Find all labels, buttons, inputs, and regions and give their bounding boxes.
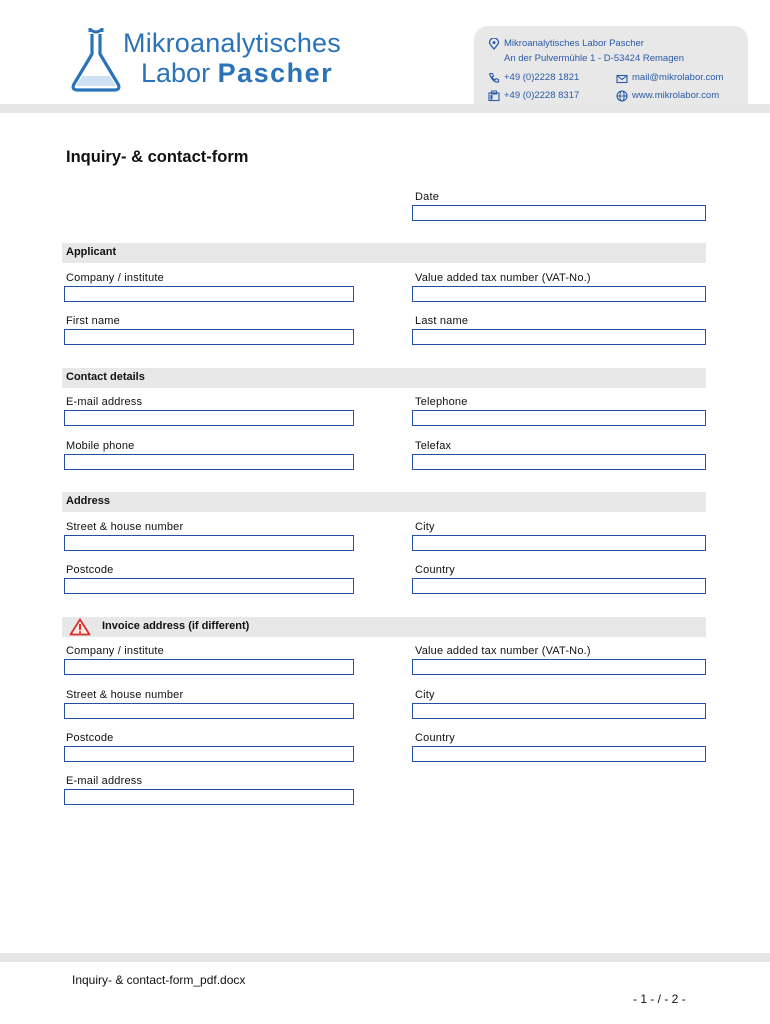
footer-divider (0, 953, 770, 962)
country-label: Country (415, 564, 455, 576)
first-name-label: First name (66, 315, 120, 327)
footer-filename: Inquiry- & contact-form_pdf.docx (72, 973, 246, 987)
email-label: E-mail address (66, 396, 143, 408)
applicant-vat-label: Value added tax number (VAT-No.) (415, 272, 591, 284)
invoice-street-field[interactable] (64, 703, 354, 719)
city-label: City (415, 521, 435, 533)
section-heading-applicant: Applicant (66, 246, 117, 258)
street-field[interactable] (64, 535, 354, 551)
email-icon (616, 73, 628, 85)
section-bar-invoice (62, 617, 706, 637)
invoice-country-label: Country (415, 732, 455, 744)
contact-email[interactable]: mail@mikrolabor.com (632, 72, 724, 83)
postcode-field[interactable] (64, 578, 354, 594)
invoice-vat-label: Value added tax number (VAT-No.) (415, 645, 591, 657)
invoice-street-label: Street & house number (66, 689, 184, 701)
last-name-label: Last name (415, 315, 469, 327)
invoice-email-label: E-mail address (66, 775, 143, 787)
telephone-field[interactable] (412, 410, 706, 426)
email-field[interactable] (64, 410, 354, 426)
section-heading-address: Address (66, 495, 111, 507)
section-heading-invoice: Invoice address (if different) (102, 620, 250, 632)
contact-info-box (474, 26, 748, 106)
header-divider (0, 104, 770, 113)
section-bar-applicant (62, 243, 706, 263)
telefax-label: Telefax (415, 440, 452, 452)
postcode-label: Postcode (66, 564, 114, 576)
invoice-city-field[interactable] (412, 703, 706, 719)
warning-icon (69, 618, 91, 636)
logo-text-line2: Labor Pascher (141, 58, 334, 88)
contact-company-name: Mikroanalytisches Labor Pascher (504, 38, 644, 49)
section-heading-contact: Contact details (66, 371, 145, 383)
last-name-field[interactable] (412, 329, 706, 345)
invoice-company-field[interactable] (64, 659, 354, 675)
telephone-label: Telephone (415, 396, 468, 408)
invoice-postcode-label: Postcode (66, 732, 114, 744)
invoice-postcode-field[interactable] (64, 746, 354, 762)
applicant-company-field[interactable] (64, 286, 354, 302)
flask-icon (70, 24, 122, 96)
section-bar-address (62, 492, 706, 512)
date-label: Date (415, 191, 440, 203)
country-field[interactable] (412, 578, 706, 594)
fax-icon (488, 90, 500, 102)
invoice-country-field[interactable] (412, 746, 706, 762)
invoice-email-field[interactable] (64, 789, 354, 805)
street-label: Street & house number (66, 521, 184, 533)
form-title: Inquiry- & contact-form (66, 148, 249, 166)
location-pin-icon (488, 38, 500, 50)
contact-phone: +49 (0)2228 1821 (504, 72, 580, 83)
applicant-vat-field[interactable] (412, 286, 706, 302)
contact-address: An der Pulvermühle 1 - D-53424 Remagen (504, 53, 685, 64)
globe-icon (616, 90, 628, 102)
date-field[interactable] (412, 205, 706, 221)
mobile-field[interactable] (64, 454, 354, 470)
telefax-field[interactable] (412, 454, 706, 470)
applicant-company-label: Company / institute (66, 272, 164, 284)
section-bar-contact (62, 368, 706, 388)
logo-text-line1: Mikroanalytisches (123, 28, 341, 58)
invoice-city-label: City (415, 689, 435, 701)
contact-fax: +49 (0)2228 8317 (504, 90, 580, 101)
invoice-company-label: Company / institute (66, 645, 164, 657)
city-field[interactable] (412, 535, 706, 551)
phone-icon (488, 72, 500, 84)
page-number: - 1 - / - 2 - (633, 992, 686, 1006)
mobile-label: Mobile phone (66, 440, 135, 452)
first-name-field[interactable] (64, 329, 354, 345)
contact-website[interactable]: www.mikrolabor.com (632, 90, 720, 101)
invoice-vat-field[interactable] (412, 659, 706, 675)
